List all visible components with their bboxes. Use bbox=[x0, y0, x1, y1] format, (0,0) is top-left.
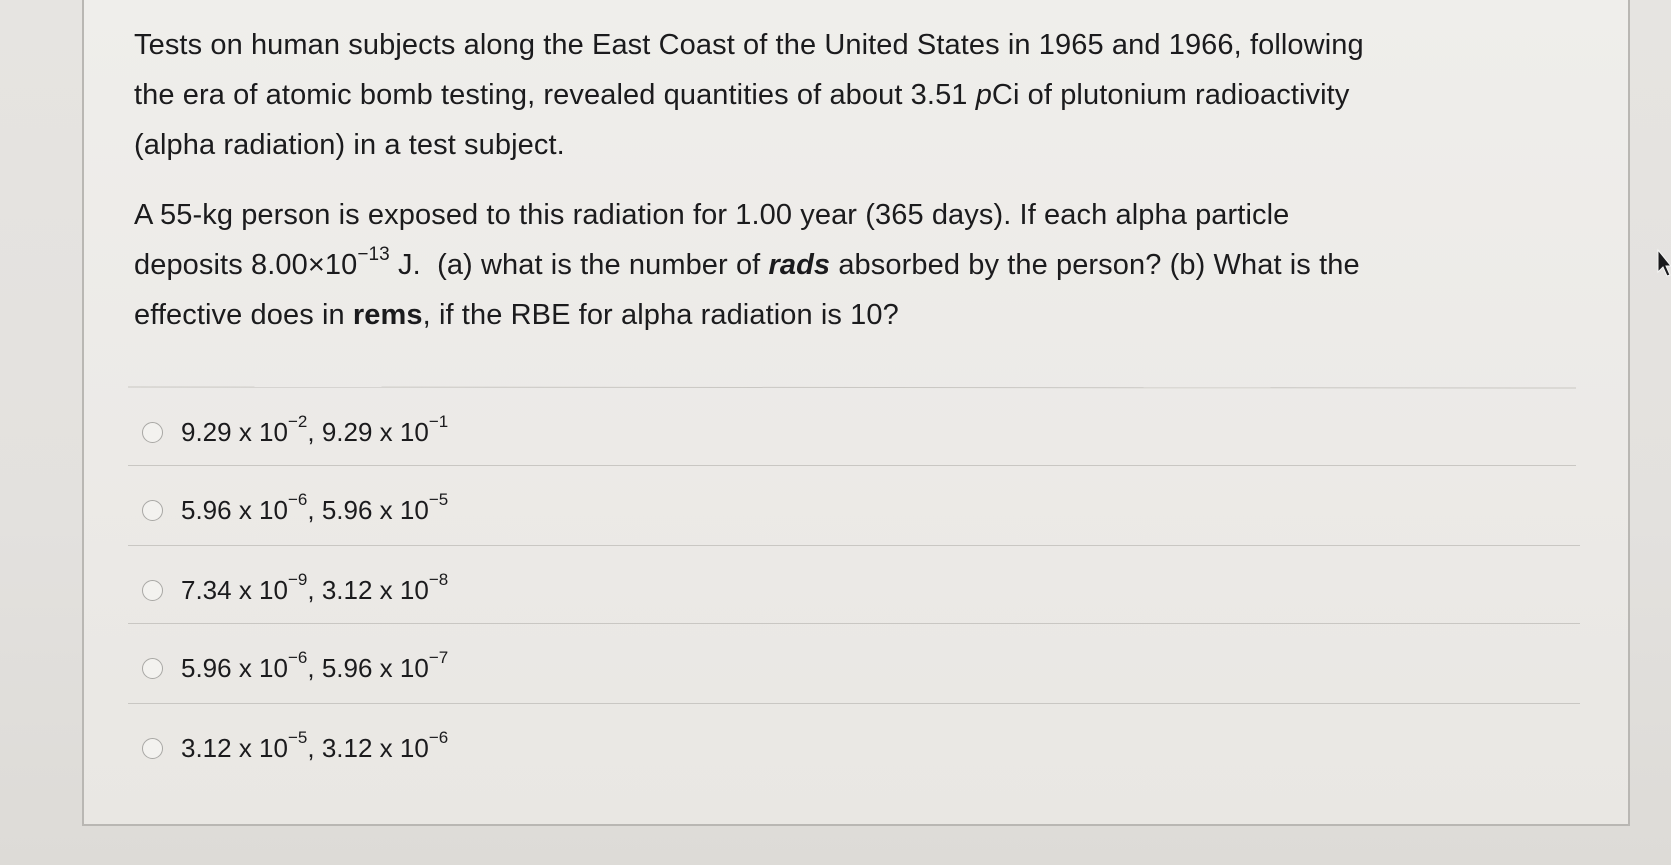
rems-term: rems bbox=[352, 299, 423, 331]
answer-option-label: 5.96 x $10^{-6}$, 5.96 x $10^{-7}$ bbox=[181, 647, 449, 683]
rads-term: rads bbox=[768, 249, 831, 281]
radio-unchecked-icon[interactable] bbox=[142, 580, 163, 601]
radio-unchecked-icon[interactable] bbox=[142, 738, 163, 759]
question-intro-line-1: Tests on human subjects along the East Coast of the United States in 1965 and 1966, following bbox=[134, 29, 1364, 61]
radio-unchecked-icon[interactable] bbox=[142, 500, 163, 521]
option-divider bbox=[128, 545, 1580, 546]
answer-option-4[interactable] bbox=[142, 648, 448, 688]
question-intro-line-2: the era of atomic bomb testing, revealed quantities of about 3.51 pCi of plutonium radioactivity bbox=[134, 79, 1350, 111]
answer-option-2[interactable] bbox=[142, 490, 448, 530]
answer-option-3[interactable] bbox=[142, 570, 448, 610]
mouse-pointer-icon bbox=[1657, 248, 1671, 278]
answer-option-label: 5.96 x $10^{-6}$, 5.96 x $10^{-5}$ bbox=[181, 489, 449, 525]
question-prompt-line-2: deposits $8.00\times 10^{-13}$ J. (a) what is the number of rads absorbed by the person? (b) What is the bbox=[134, 244, 1360, 281]
question-prompt bbox=[134, 190, 1554, 340]
answer-option-5[interactable] bbox=[142, 728, 448, 768]
option-divider bbox=[128, 703, 1580, 704]
radio-unchecked-icon[interactable] bbox=[142, 658, 163, 679]
question-prompt-line-1: A 55-kg person is exposed to this radiation for 1.00 year (365 days). If each alpha particle bbox=[134, 199, 1290, 231]
radio-unchecked-icon[interactable] bbox=[142, 422, 163, 443]
question-intro bbox=[134, 20, 1554, 170]
option-divider bbox=[128, 465, 1576, 466]
answer-option-label: 3.12 x $10^{-5}$, 3.12 x $10^{-6}$ bbox=[181, 727, 449, 763]
question-intro-line-3: (alpha radiation) in a test subject. bbox=[134, 129, 565, 161]
answer-option-label: 9.29 x $10^{-2}$, 9.29 x $10^{-1}$ bbox=[181, 411, 449, 447]
question-prompt-line-3: effective does in rems, if the RBE for alpha radiation is 10? bbox=[134, 299, 899, 331]
answer-option-label: 7.34 x $10^{-9}$, 3.12 x $10^{-8}$ bbox=[181, 569, 449, 605]
option-divider bbox=[128, 623, 1580, 624]
answer-option-1[interactable] bbox=[142, 412, 448, 452]
